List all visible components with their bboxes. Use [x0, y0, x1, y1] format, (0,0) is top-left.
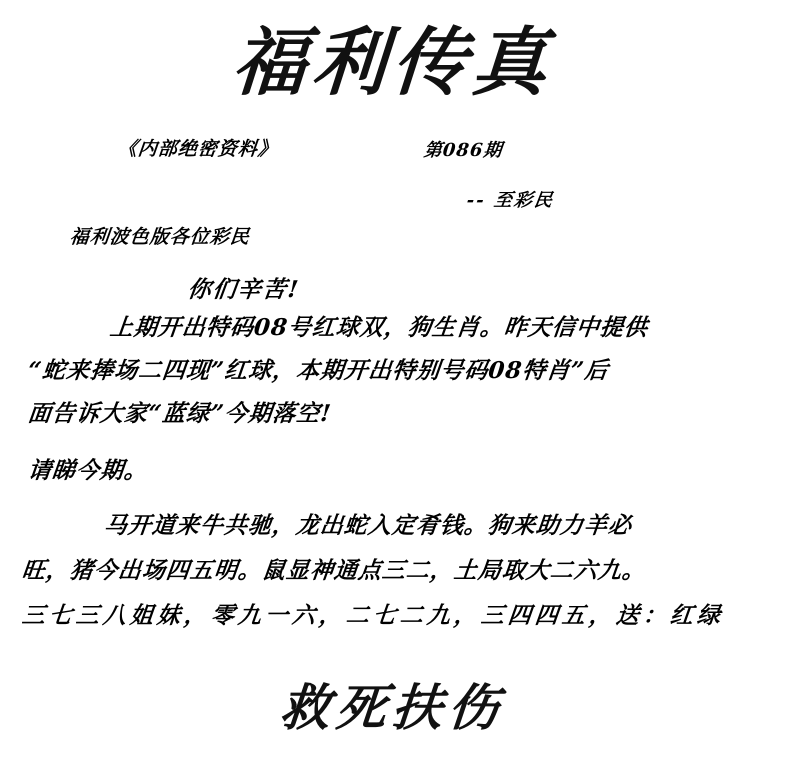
subtitle-row [0, 134, 785, 162]
body-paragraph-3 [22, 503, 767, 638]
footer-slogan: 救死扶伤 [277, 678, 507, 737]
body-paragraph-1 [28, 306, 763, 435]
paragraph-line: 请睇今期。 [26, 457, 150, 484]
paragraph-line: 上期开出特码08号红球双，狗生肖。昨天信中提供 [108, 314, 650, 341]
paragraph-line: “蛇来捧场二四现”红球，本期开出特别号码08特肖”后 [26, 357, 611, 384]
paragraph-line: 马开道来牛共驰，龙出蛇入定肴钱。狗来助力羊必 [102, 512, 634, 539]
page-title: 福利传真 [229, 20, 556, 106]
paragraph-line: 旺，猪今出场四五明。鼠显神通点三二，土局取大二六九。 [20, 557, 648, 584]
body-paragraph-2 [28, 449, 763, 492]
paragraph-line: 面告诉大家“蓝绿”今期落空! [26, 400, 333, 427]
dedication-label: -- 至彩民 [465, 190, 556, 211]
greeting-line: 福利波色版各位彩民 [68, 226, 252, 248]
secret-material-label: 《内部绝密资料》 [116, 138, 280, 160]
paragraph-line: 三七三八姐妹，零九一六，二七二九，三四四五，送：红绿 [20, 602, 726, 629]
salutation-line: 你们辛苦! [186, 276, 302, 303]
issue-number-label: 第086期 [422, 140, 504, 161]
